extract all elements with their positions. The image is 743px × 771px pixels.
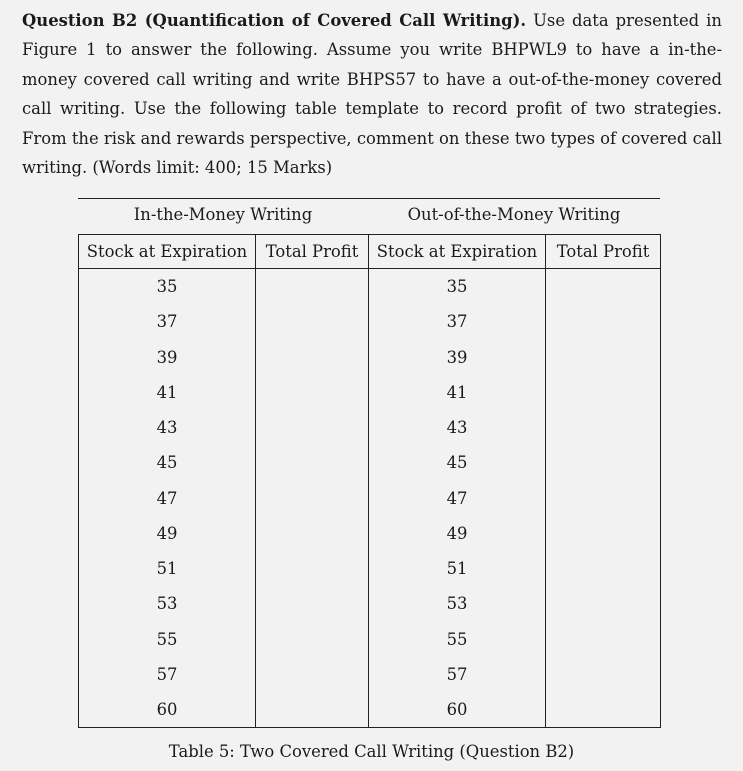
itm-profit-cell [256, 586, 369, 621]
itm-stock-cell: 35 [79, 269, 256, 305]
otm-profit-cell [546, 445, 661, 480]
otm-profit-header: Total Profit [546, 235, 661, 269]
otm-profit-cell [546, 481, 661, 516]
table-top-rule [78, 198, 660, 199]
table-row [79, 622, 661, 657]
otm-stock-header: Stock at Expiration [369, 235, 546, 269]
otm-profit-cell [546, 622, 661, 657]
table-row [79, 375, 661, 410]
question-body: Use data presented in Figure 1 to answer the following. Assume you write BHPWL9 to have a in-the-money covered call writing and write BHPS57 to have a out-of-the-money covered call writing. Use the following table template to record profit of two strategies. From the risk and rewards perspective, comment on these two types of covered call writing. (Words limit: 400; 15 Marks) [22, 11, 723, 178]
itm-profit-cell [256, 340, 369, 375]
table-row [79, 340, 661, 375]
table-row [79, 551, 661, 586]
table-row [79, 586, 661, 621]
otm-profit-cell [546, 269, 661, 305]
itm-profit-cell [256, 375, 369, 410]
question-title: Question B2 (Quantification of Covered Call Writing). [22, 11, 527, 30]
itm-profit-cell [256, 516, 369, 551]
otm-profit-cell [546, 375, 661, 410]
table-caption: Table 5: Two Covered Call Writing (Question B2) [168, 742, 575, 761]
itm-stock-header: Stock at Expiration [79, 235, 256, 269]
itm-stock-cell: 55 [79, 622, 256, 657]
itm-stock-cell: 53 [79, 586, 256, 621]
otm-stock-cell: 37 [369, 304, 546, 339]
otm-profit-cell [546, 516, 661, 551]
itm-stock-cell: 47 [79, 481, 256, 516]
otm-stock-cell: 35 [369, 269, 546, 305]
profit-grid [78, 234, 661, 728]
table-row [79, 445, 661, 480]
itm-profit-cell [256, 445, 369, 480]
question-paragraph [22, 6, 722, 182]
group-header-in-the-money: In-the-Money Writing [133, 205, 313, 224]
itm-stock-cell: 57 [79, 657, 256, 692]
itm-profit-header: Total Profit [256, 235, 369, 269]
otm-profit-cell [546, 410, 661, 445]
otm-profit-cell [546, 586, 661, 621]
otm-stock-cell: 57 [369, 657, 546, 692]
otm-stock-cell: 39 [369, 340, 546, 375]
table-row [79, 516, 661, 551]
table-row [79, 269, 661, 305]
itm-profit-cell [256, 304, 369, 339]
otm-stock-cell: 45 [369, 445, 546, 480]
table-row [79, 481, 661, 516]
itm-profit-cell [256, 410, 369, 445]
otm-stock-cell: 53 [369, 586, 546, 621]
itm-profit-cell [256, 481, 369, 516]
itm-stock-cell: 41 [79, 375, 256, 410]
table-row [79, 304, 661, 339]
otm-stock-cell: 49 [369, 516, 546, 551]
itm-stock-cell: 45 [79, 445, 256, 480]
otm-profit-cell [546, 340, 661, 375]
itm-profit-cell [256, 269, 369, 305]
group-header-out-of-the-money: Out-of-the-Money Writing [407, 205, 621, 224]
otm-stock-cell: 41 [369, 375, 546, 410]
otm-stock-cell: 51 [369, 551, 546, 586]
otm-profit-cell [546, 657, 661, 692]
itm-profit-cell [256, 657, 369, 692]
otm-stock-cell: 47 [369, 481, 546, 516]
itm-profit-cell [256, 622, 369, 657]
itm-stock-cell: 49 [79, 516, 256, 551]
table-row [79, 410, 661, 445]
itm-profit-cell [256, 692, 369, 728]
otm-stock-cell: 60 [369, 692, 546, 728]
itm-stock-cell: 37 [79, 304, 256, 339]
itm-stock-cell: 60 [79, 692, 256, 728]
otm-profit-cell [546, 304, 661, 339]
table-row [79, 692, 661, 728]
otm-stock-cell: 43 [369, 410, 546, 445]
itm-stock-cell: 39 [79, 340, 256, 375]
itm-stock-cell: 43 [79, 410, 256, 445]
itm-profit-cell [256, 551, 369, 586]
otm-profit-cell [546, 692, 661, 728]
column-header-row [79, 235, 661, 269]
otm-profit-cell [546, 551, 661, 586]
itm-stock-cell: 51 [79, 551, 256, 586]
otm-stock-cell: 55 [369, 622, 546, 657]
table-row [79, 657, 661, 692]
